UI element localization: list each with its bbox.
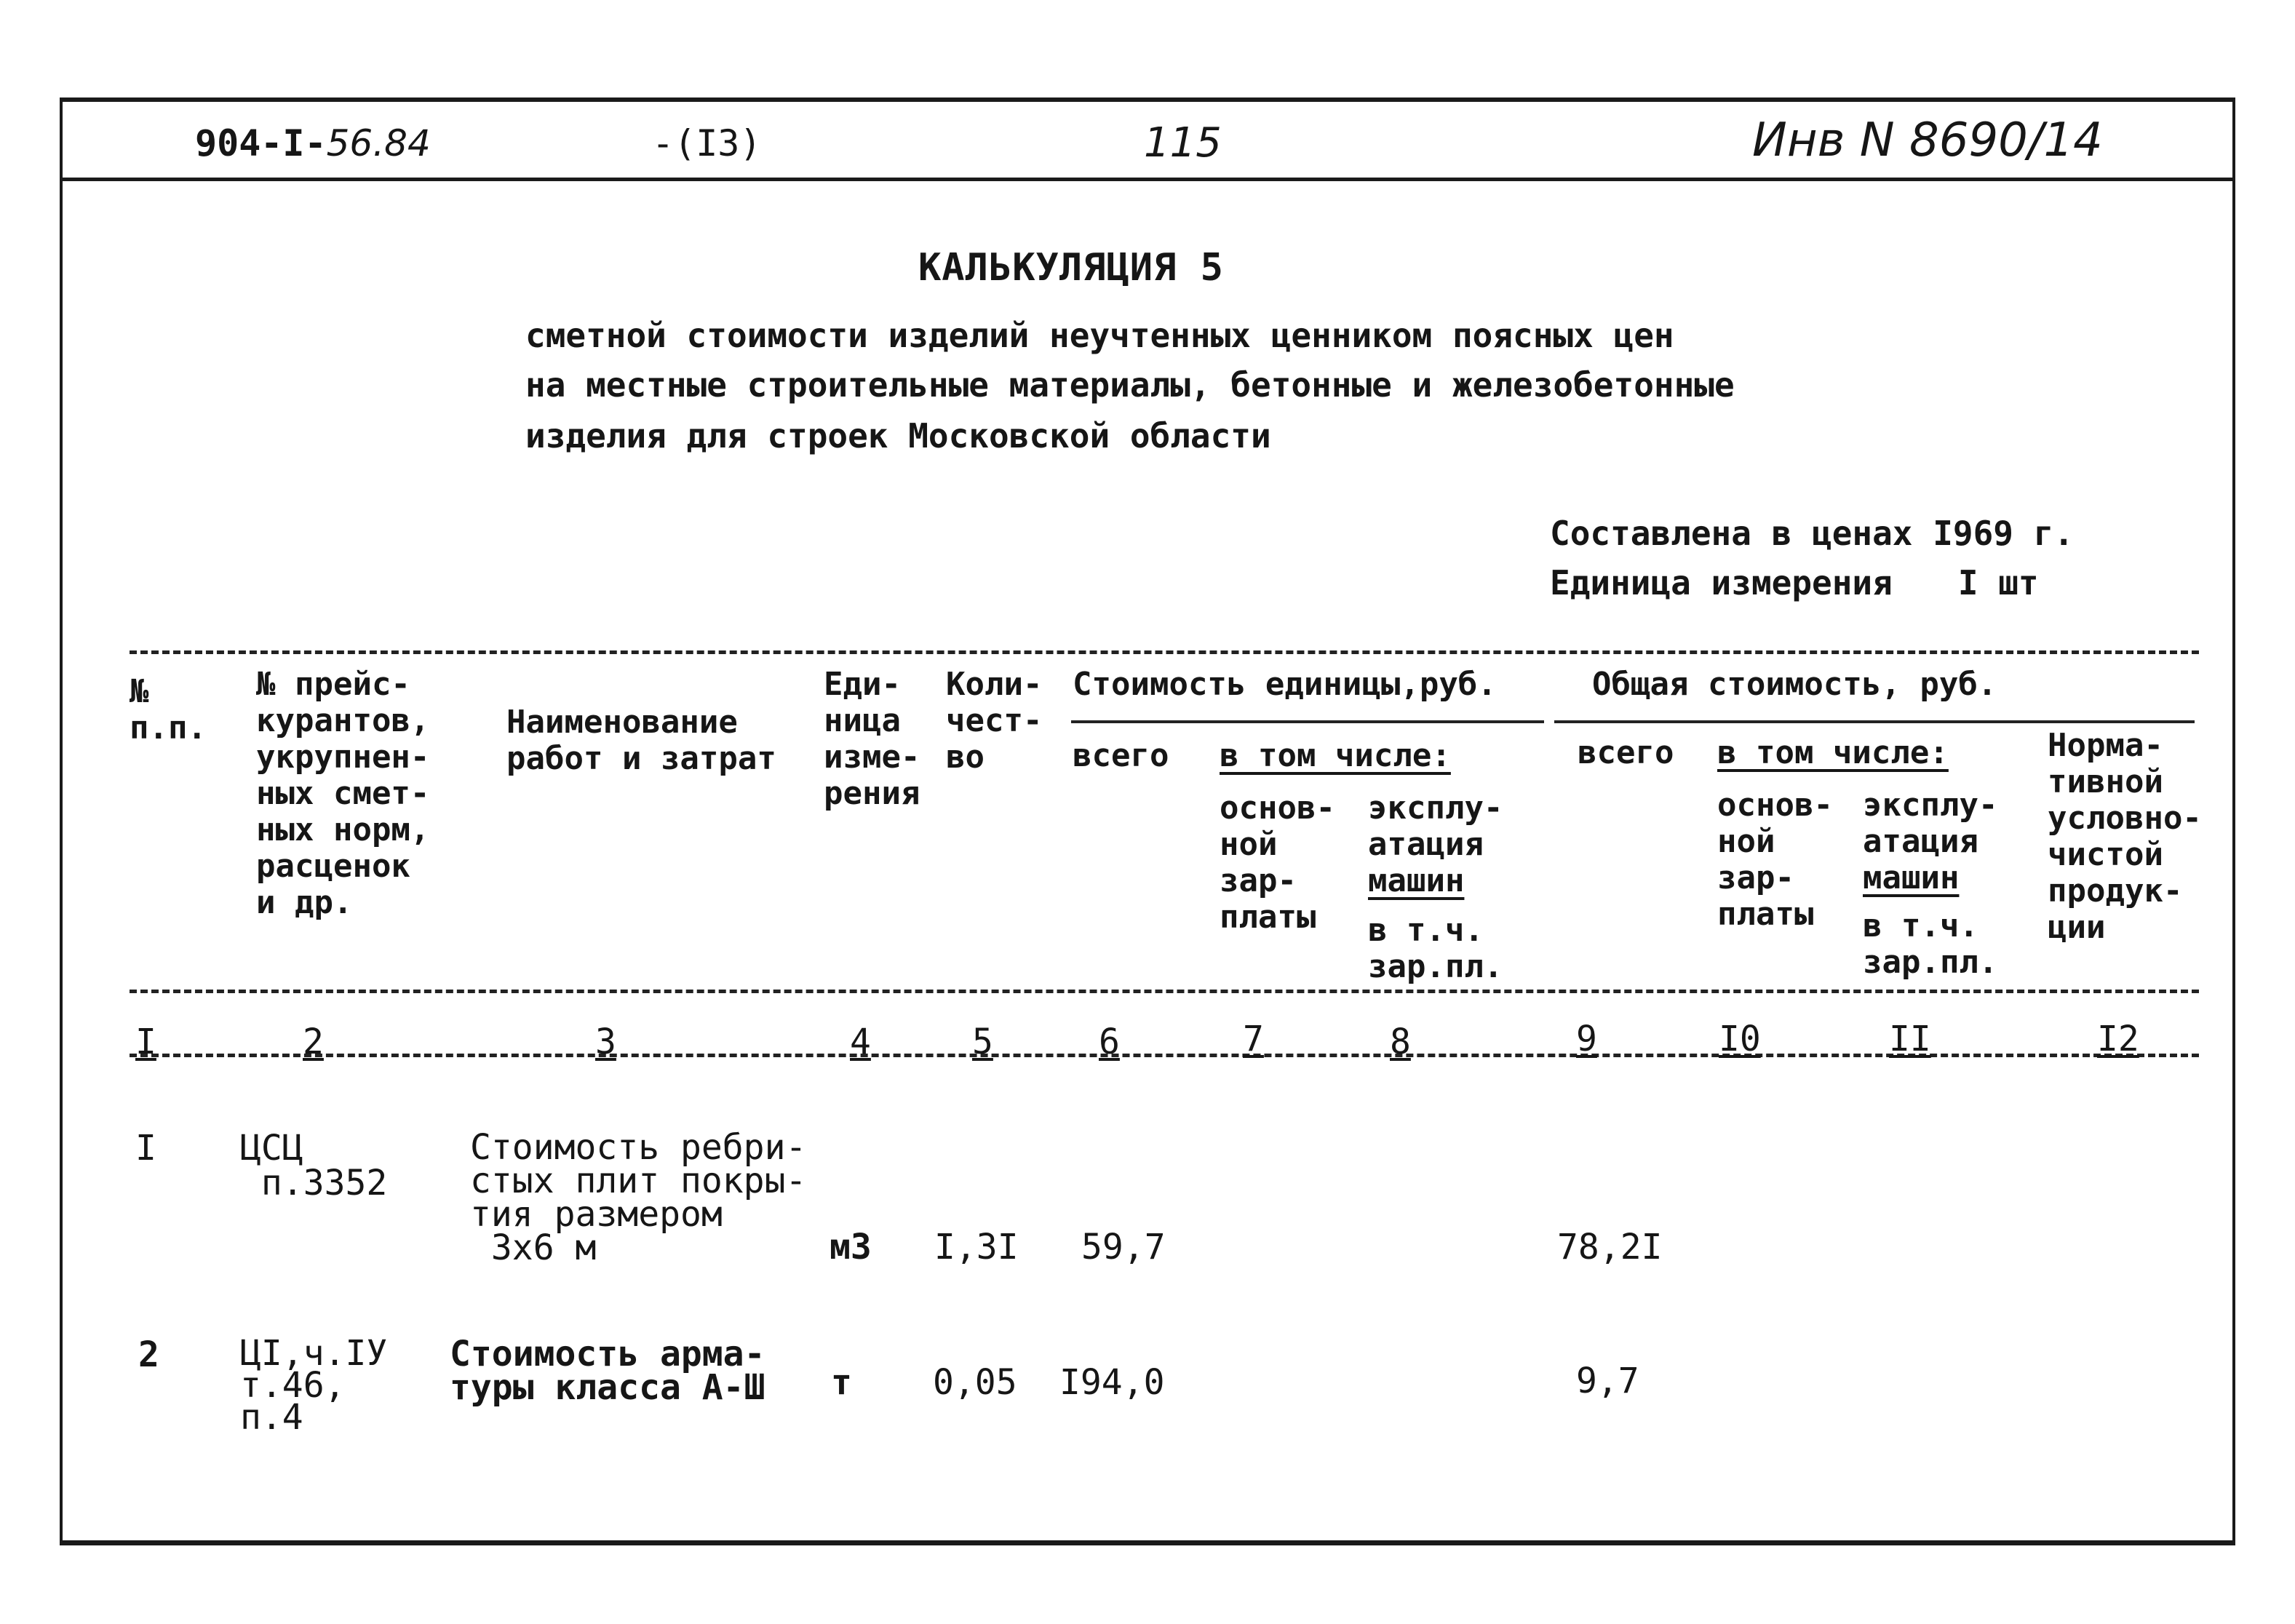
total-cost-basic-wage-header: основ- ной зар- платы [1717, 787, 1833, 933]
title-line-3: изделия для строек Московской области [525, 416, 1271, 455]
total-cost-group-header: Общая стоимость, руб. [1592, 666, 1997, 703]
total-cost-incl-header: в том числе: [1717, 734, 1949, 771]
col-number: I2 [2097, 1019, 2139, 1059]
col-header-normative: Норма- тивной условно- чистой продук- ции [2048, 727, 2202, 946]
row-total: 78,2I [1557, 1227, 1663, 1267]
machines-label: эксплу- атация [1368, 789, 1503, 863]
col-number: 2 [303, 1022, 324, 1062]
col-header-unit: Еди- ница изме- рения [824, 666, 920, 812]
inventory-number: Инв N 8690/14 [1752, 114, 2103, 167]
col-number: 8 [1390, 1022, 1411, 1062]
row-reference: ЦI,ч.IУ т.46, п.4 [240, 1333, 388, 1438]
row-work-name: Стоимость арма- туры класса А-Ш [450, 1334, 765, 1408]
unit-cost-machines-header [1368, 790, 1503, 899]
machines-label-2: эксплу- атация [1863, 787, 1998, 860]
unit-cost-rule [1071, 720, 1544, 723]
doc-code-handwritten: 56.84 [326, 122, 431, 164]
total-cost-rule [1554, 720, 2195, 723]
col-header-num: № п.п. [130, 673, 207, 747]
col-header-reference: № прейс- курантов, укрупнен- ных смет- ных норм, расценок и др. [256, 666, 430, 921]
sheet-number: -(I3) [652, 122, 762, 164]
col-number: II [1889, 1019, 1931, 1059]
col-number: 6 [1099, 1022, 1120, 1062]
unit-value: I шт [1957, 563, 2039, 602]
col-number: 5 [972, 1022, 993, 1062]
col-number: 9 [1576, 1019, 1597, 1059]
total-cost-total-header: всего [1578, 734, 1674, 771]
unit-cost-basic-wage-header: основ- ной зар- платы [1220, 789, 1335, 936]
unit-cost-machine-wage-header: в т.ч. зар.пл. [1368, 912, 1503, 985]
col-header-quantity: Коли- чест- во [946, 666, 1043, 776]
col-number: 7 [1243, 1019, 1264, 1059]
row-unit-price: 59,7 [1081, 1227, 1166, 1267]
unit-cost-total-header: всего [1073, 737, 1169, 774]
table-top-rule [130, 650, 2199, 654]
doc-code [195, 122, 431, 164]
row-number: I [135, 1128, 156, 1169]
col-number: 3 [595, 1022, 616, 1062]
row-work-name: Стоимость ребри- стых плит покры- тия размером 3х6 м [470, 1127, 807, 1268]
unit-cost-group-header: Стоимость единицы,руб. [1073, 666, 1497, 703]
row-number: 2 [138, 1334, 159, 1375]
unit-cost-incl-header: в том числе: [1220, 737, 1451, 774]
unit-label: Единица измерения [1550, 563, 1893, 602]
unit-of-measure [1550, 563, 2039, 602]
col-header-name: Наименование работ и затрат [506, 704, 776, 777]
row-unit: м3 [830, 1227, 872, 1267]
total-cost-machine-wage-header: в т.ч. зар.пл. [1863, 907, 1998, 981]
page-number: 115 [1144, 119, 1222, 167]
doc-code-printed: 904-I- [195, 122, 327, 164]
header-bottom-rule [130, 990, 2199, 993]
machines-label-underlined-2: машин [1863, 859, 1960, 896]
col-number: I0 [1719, 1019, 1761, 1059]
header-rule [63, 178, 2232, 181]
calculation-title: КАЛЬКУЛЯЦИЯ 5 [918, 246, 1224, 290]
title-line-2: на местные строительные материалы, бетонные и железобетонные [525, 365, 1735, 405]
col-number: I [135, 1022, 156, 1062]
prices-basis: Составлена в ценах I969 г. [1550, 514, 2075, 553]
row-unit-price: I94,0 [1059, 1362, 1165, 1403]
title-line-1: сметной стоимости изделий неучтенных ценником поясных цен [525, 316, 1674, 355]
row-reference: ЦСЦ п.3352 [240, 1128, 388, 1203]
total-cost-machines-header [1863, 787, 1997, 896]
machines-label-underlined: машин [1368, 862, 1465, 899]
col-number: 4 [850, 1022, 871, 1062]
row-quantity: 0,05 [933, 1362, 1017, 1403]
row-quantity: I,3I [934, 1227, 1019, 1267]
row-total: 9,7 [1576, 1361, 1639, 1401]
row-unit: т [831, 1362, 852, 1403]
